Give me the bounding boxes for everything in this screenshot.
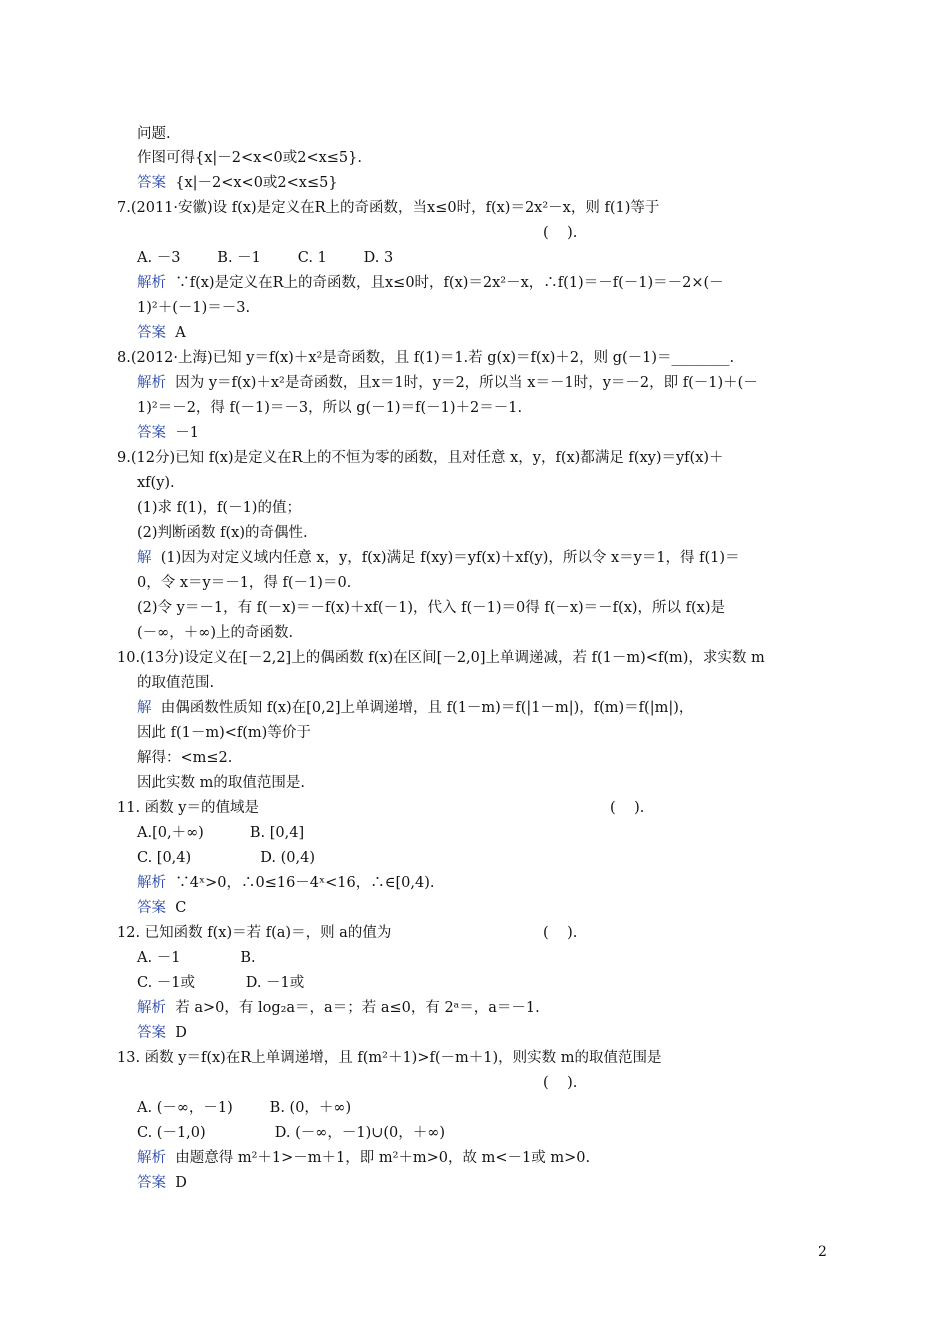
line-text: ( ). — [610, 800, 645, 816]
text-line — [137, 498, 301, 518]
line-text: －1 — [166, 425, 199, 441]
text-line — [137, 723, 311, 743]
text-line — [137, 948, 256, 968]
line-text: (1)因为对定义域内任意 x，y，f(x)满足 f(xy)＝yf(x)＋xf(y)，所以令 x＝y＝1，得 f(1)＝ — [151, 550, 740, 566]
line-text: ( ). — [543, 1075, 578, 1091]
section-label: 答案 — [137, 425, 166, 441]
line-text: 9.(12分)已知 f(x)是定义在R上的不恒为零的函数，且对任意 x，y，f(x)都满足 f(xy)＝yf(x)＋ — [117, 450, 724, 466]
line-text: ( ). — [543, 925, 578, 941]
line-text: A. (－∞，－1) B. (0，＋∞) — [137, 1100, 352, 1116]
text-line — [137, 248, 393, 268]
line-text: 作图可得{x|－2<x<0或2<x≤5}. — [137, 150, 362, 166]
section-label: 解析 — [137, 275, 166, 291]
line-text: 因为 y＝f(x)＋x²是奇函数，且x＝1时，y＝2，所以当 x＝－1时，y＝－2，即 f(－1)＋(－ — [166, 375, 758, 391]
text-line — [137, 623, 293, 643]
text-line — [137, 124, 171, 144]
line-text: 10.(13分)设定义在[－2,2]上的偶函数 f(x)在区间[－2,0]上单调递减，若 f(1－m)<f(m)，求实数 m — [117, 650, 765, 666]
line-text: 问题. — [137, 126, 171, 142]
text-line — [137, 423, 199, 443]
line-text: A. －3 B. －1 C. 1 D. 3 — [137, 250, 394, 266]
text-line — [117, 648, 765, 668]
line-text: 若 a>0，有 log₂a＝，a＝；若 a≤0，有 2ᵃ＝，a＝－1. — [166, 1000, 540, 1016]
line-text: D — [166, 1175, 187, 1191]
line-text: 的取值范围. — [137, 675, 215, 691]
text-line — [137, 823, 304, 843]
text-line — [137, 1148, 590, 1168]
line-text: 1)²＝－2，得 f(－1)＝－3，所以 g(－1)＝f(－1)＋2＝－1. — [137, 400, 523, 416]
line-text: A — [166, 325, 186, 341]
text-line — [117, 1048, 661, 1068]
section-label: 解 — [137, 550, 152, 566]
text-line — [137, 998, 540, 1018]
line-text: ∵f(x)是定义在R上的奇函数，且x≤0时，f(x)＝2x²－x，∴f(1)＝－f(－1)＝－2×(－ — [166, 275, 724, 291]
text-line — [137, 848, 315, 868]
text-line — [543, 223, 577, 243]
line-text: C. (－1,0) D. (－∞，－1)∪(0，＋∞) — [137, 1125, 446, 1141]
text-line — [137, 898, 186, 918]
text-line — [137, 148, 362, 168]
line-text: (1)求 f(1)，f(－1)的值； — [137, 500, 301, 516]
line-text: 7.(2011·安徽)设 f(x)是定义在R上的奇函数，当x≤0时，f(x)＝2x²－x，则 f(1)等于 — [117, 200, 660, 216]
text-line — [137, 748, 232, 768]
section-label: 答案 — [137, 1025, 166, 1041]
text-line — [137, 1123, 445, 1143]
text-line — [117, 923, 391, 943]
line-text: 由题意得 m²＋1>－m＋1，即 m²＋m>0，故 m<－1或 m>0. — [166, 1150, 591, 1166]
section-label: 解析 — [137, 875, 166, 891]
line-text: (2)令 y＝－1，有 f(－x)＝－f(x)＋xf(－1)，代入 f(－1)＝0得 f(－x)＝－f(x)，所以 f(x)是 — [137, 600, 726, 616]
text-line — [137, 1098, 351, 1118]
section-label: 解析 — [137, 1000, 166, 1016]
section-label: 答案 — [137, 1175, 166, 1191]
text-line — [543, 923, 577, 943]
text-line — [137, 173, 338, 193]
text-line — [137, 523, 308, 543]
text-line — [610, 798, 644, 818]
text-line — [117, 798, 259, 818]
line-text: 因此实数 m的取值范围是. — [137, 775, 305, 791]
text-line — [543, 1073, 577, 1093]
line-text: C — [166, 900, 187, 916]
text-line — [137, 273, 724, 293]
text-line — [137, 1023, 187, 1043]
line-text: C. －1或 D. －1或 — [137, 975, 305, 991]
text-line — [137, 548, 740, 568]
text-line — [137, 973, 304, 993]
text-line — [137, 373, 758, 393]
text-line — [137, 323, 186, 343]
section-label: 解析 — [137, 375, 166, 391]
line-text: xf(y). — [137, 475, 175, 491]
text-line — [117, 348, 734, 368]
text-line — [137, 773, 305, 793]
line-text: 13. 函数 y＝f(x)在R上单调递增，且 f(m²＋1)>f(－m＋1)，则实数 m的取值范围是 — [117, 1050, 662, 1066]
line-text: A.[0,＋∞) B. [0,4] — [137, 825, 305, 841]
line-text: D — [166, 1025, 187, 1041]
text-line — [137, 873, 434, 893]
line-text: 8.(2012·上海)已知 y＝f(x)＋x²是奇函数，且 f(1)＝1.若 g(x)＝f(x)＋2，则 g(－1)＝________. — [117, 350, 735, 366]
section-label: 解 — [137, 700, 152, 716]
line-text: 0，令 x＝y＝－1，得 f(－1)＝0. — [137, 575, 352, 591]
line-text: 由偶函数性质知 f(x)在[0,2]上单调递增，且 f(1－m)＝f(|1－m|)，f(m)＝f(|m|)， — [151, 700, 694, 716]
line-text: ∵4ˣ>0，∴0≤16－4ˣ<16，∴∈[0,4). — [166, 875, 435, 891]
text-line — [137, 673, 214, 693]
line-text: 12. 已知函数 f(x)＝若 f(a)＝，则 a的值为 — [117, 925, 392, 941]
text-line — [117, 448, 724, 468]
section-label: 解析 — [137, 1150, 166, 1166]
line-text: (2)判断函数 f(x)的奇偶性. — [137, 525, 308, 541]
line-text: 因此 f(1－m)<f(m)等价于 — [137, 725, 311, 741]
text-line — [137, 698, 693, 718]
line-text: {x|－2<x<0或2<x≤5} — [166, 175, 338, 191]
line-text: 解得：<m≤2. — [137, 750, 233, 766]
line-text: A. －1 B. — [137, 950, 256, 966]
section-label: 答案 — [137, 325, 166, 341]
text-line — [137, 1173, 187, 1193]
text-line — [137, 598, 725, 618]
page-number: 2 — [818, 1244, 827, 1260]
text-line — [137, 473, 175, 493]
text-line — [117, 198, 659, 218]
text-line — [137, 298, 250, 318]
line-text: C. [0,4) D. (0,4) — [137, 850, 316, 866]
section-label: 答案 — [137, 900, 166, 916]
text-line — [137, 398, 522, 418]
line-text: (－∞，＋∞)上的奇函数. — [137, 625, 294, 641]
line-text: 11. 函数 y＝的值域是 — [117, 800, 259, 816]
section-label: 答案 — [137, 175, 166, 191]
text-line — [137, 573, 351, 593]
line-text: 1)²＋(－1)＝－3. — [137, 300, 251, 316]
line-text: ( ). — [543, 225, 578, 241]
